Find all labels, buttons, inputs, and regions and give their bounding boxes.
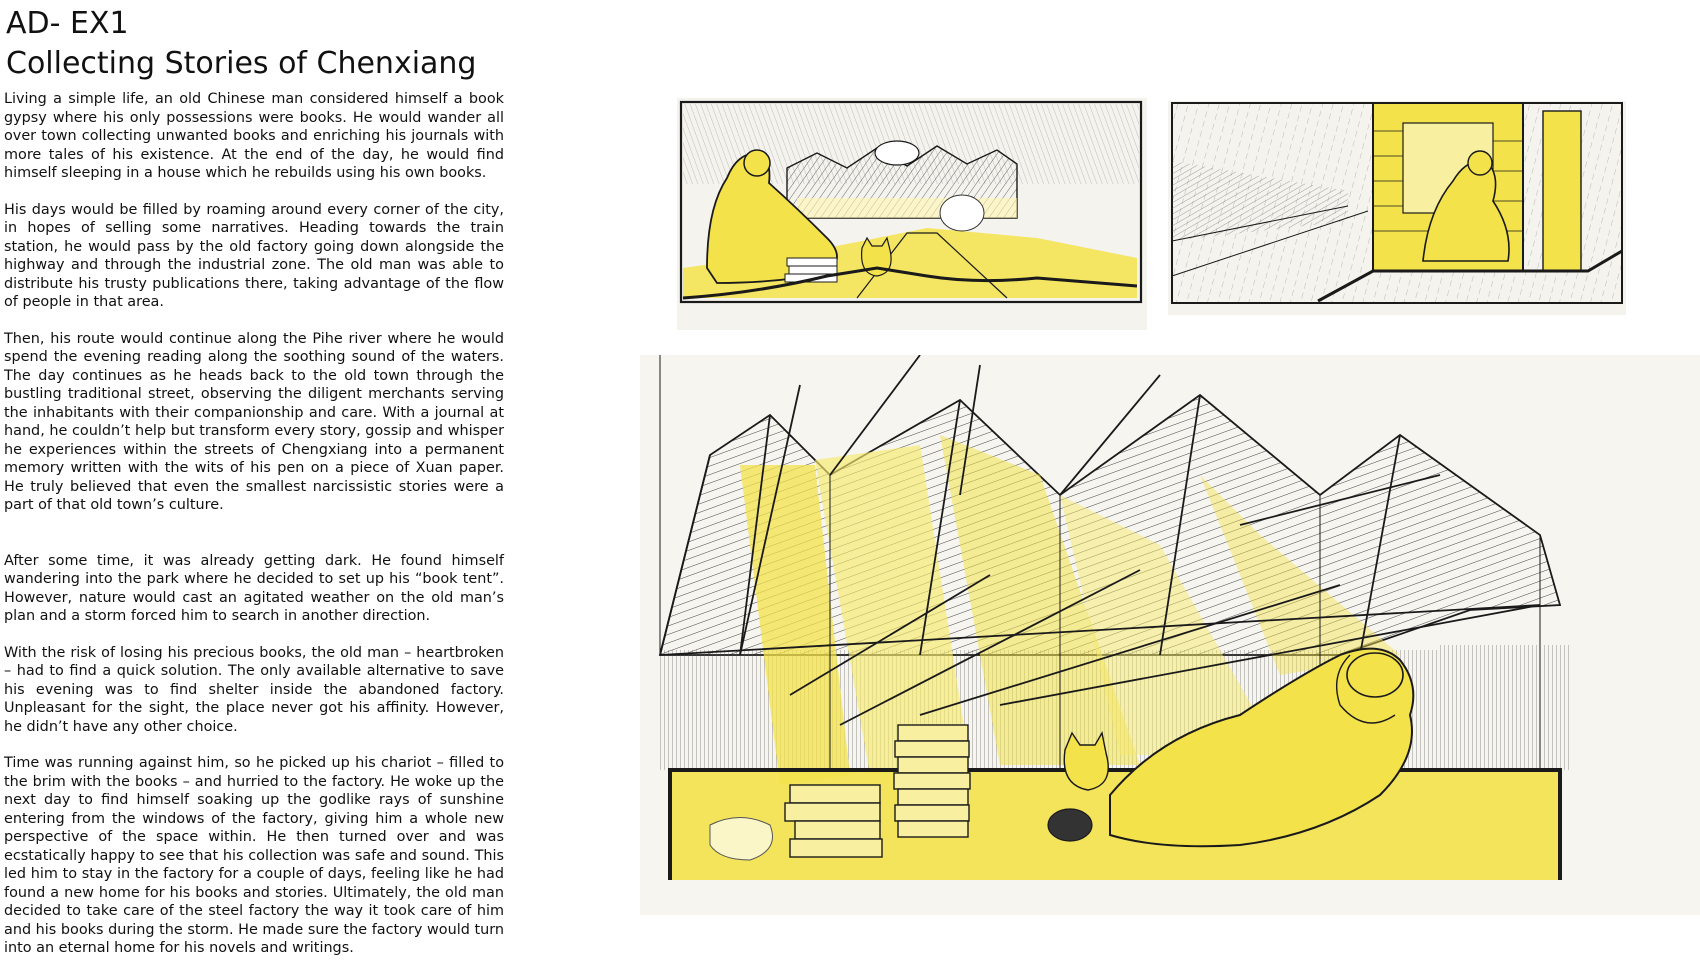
document-code: AD- EX1	[6, 6, 129, 41]
story-paragraph: With the risk of losing his precious books, the old man – heartbroken – had to find a quick solution. The only available alternative to save his evening was to find shelter inside the abandoned factory. Unpleasant for the sight, the place never got his affinity. However, he didn’t have any other choice.	[4, 644, 504, 735]
rain-scene-drawing	[1168, 101, 1626, 315]
story-paragraph: His days would be filled by roaming around every corner of the city, in hopes of selling some narratives. Heading towards the train station, he would pass by the old factory going down alongside the highway and through the industrial zone. The old man was able to distribute his trusty publications there, taking advantage of the flow of people in that area.	[4, 201, 504, 310]
story-text	[4, 90, 504, 958]
sketch-street-scene	[677, 98, 1147, 330]
document-title: Collecting Stories of Chenxiang	[6, 46, 477, 81]
story-paragraph: Time was running against him, so he picked up his chariot – filled to the brim with the books – and hurried to the factory. He woke up the next day to find himself soaking up the godlike rays of sunshine entering from the windows of the factory, giving him a whole new perspective of the space within. He then turned over and was ecstatically happy to see that his collection was safe and sound. This led him to stay in the factory for a couple of days, feeling like he had found a new home for his books and stories. Ultimately, the old man decided to take care of the steel factory the way it took care of him and his books during the storm. He made sure the factory would turn into an eternal home for his novels and writings.	[4, 755, 504, 956]
street-scene-drawing	[677, 98, 1147, 330]
story-paragraph: After some time, it was already getting dark. He found himself wandering into the park where he decided to set up his “book tent”. However, nature would cast an agitated weather on the old man’s plan and a storm forced him to search in another direction.	[4, 552, 504, 624]
story-paragraph: Living a simple life, an old Chinese man considered himself a book gypsy where his only possessions were books. He would wander all over town collecting unwanted books and enriching his journals with more tales of his existence. At the end of the day, he would find himself sleeping in a house which he rebuilds using his own books.	[4, 91, 504, 181]
title-block	[6, 4, 526, 84]
factory-interior-drawing	[640, 355, 1700, 915]
sketch-rain-scene	[1168, 101, 1626, 315]
story-paragraph: Then, his route would continue along the Pihe river where he would spend the evening reading along the soothing sound of the waters. The day continues as he heads back to the old town through the bustling traditional street, observing the diligent merchants serving the inhabitants with their companionship and care. With a journal at hand, he couldn’t help but transform every story, gossip and whisper he experiences within the streets of Chengxiang into a permanent memory written with the wits of his pen on a piece of Xuan paper. He truly believed that even the smallest narcissistic stories were a part of that old town’s culture.	[4, 330, 504, 513]
sketch-factory-interior	[640, 355, 1700, 915]
